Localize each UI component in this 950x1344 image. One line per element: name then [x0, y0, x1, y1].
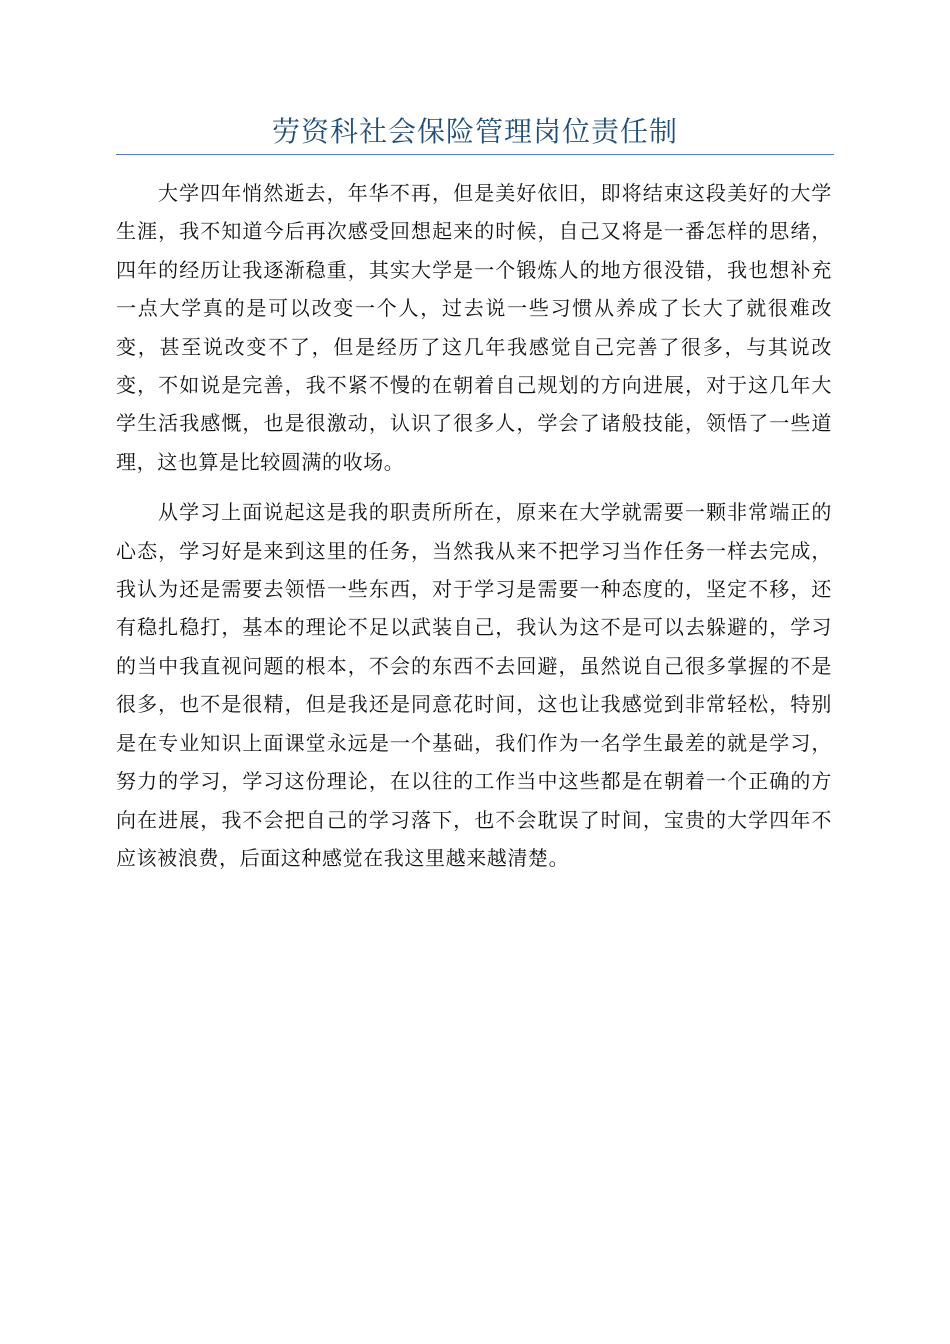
document-title: 劳资科社会保险管理岗位责任制 — [271, 115, 678, 148]
paragraph-1: 大学四年悄然逝去，年华不再，但是美好依旧，即将结束这段美好的大学生涯，我不知道今后再次感受回想起来的时候，自己又将是一番怎样的思绪，四年的经历让我逐渐稳重，其实大学是一个锻炼人的地方很没错，我也想补充一点大学真的是可以改变一个人，过去说一些习惯从养成了长大了就很难改变，甚至说改变不了，但是经历了这几年我感觉自己完善了很多，与其说改变，不如说是完善，我不紧不慢的在朝着自己规划的方向进展，对于这几年大学生活我感慨，也是很激动，认识了很多人，学会了诸般技能，领悟了一些道理，这也算是比较圆满的收场。 — [116, 181, 832, 474]
title-underline — [116, 154, 834, 155]
document-body — [116, 174, 832, 889]
paragraph-2: 从学习上面说起这是我的职责所所在，原来在大学就需要一颗非常端正的心态，学习好是来到这里的任务，当然我从来不把学习当作任务一样去完成，我认为还是需要去领悟一些东西，对于学习是需要一种态度的，坚定不移，还有稳扎稳打，基本的理论不足以武装自己，我认为这不是可以去躲避的，学习的当中我直视问题的根本，不会的东西不去回避，虽然说自己很多掌握的不是很多，也不是很精，但是我还是同意花时间，这也让我感觉到非常轻松，特别是在专业知识上面课堂永远是一个基础，我们作为一名学生最差的就是学习，努力的学习，学习这份理论，在以往的工作当中这些都是在朝着一个正确的方向在进展，我不会把自己的学习落下，也不会耽误了时间，宝贵的大学四年不应该被浪费，后面这种感觉在我这里越来越清楚。 — [116, 500, 832, 870]
